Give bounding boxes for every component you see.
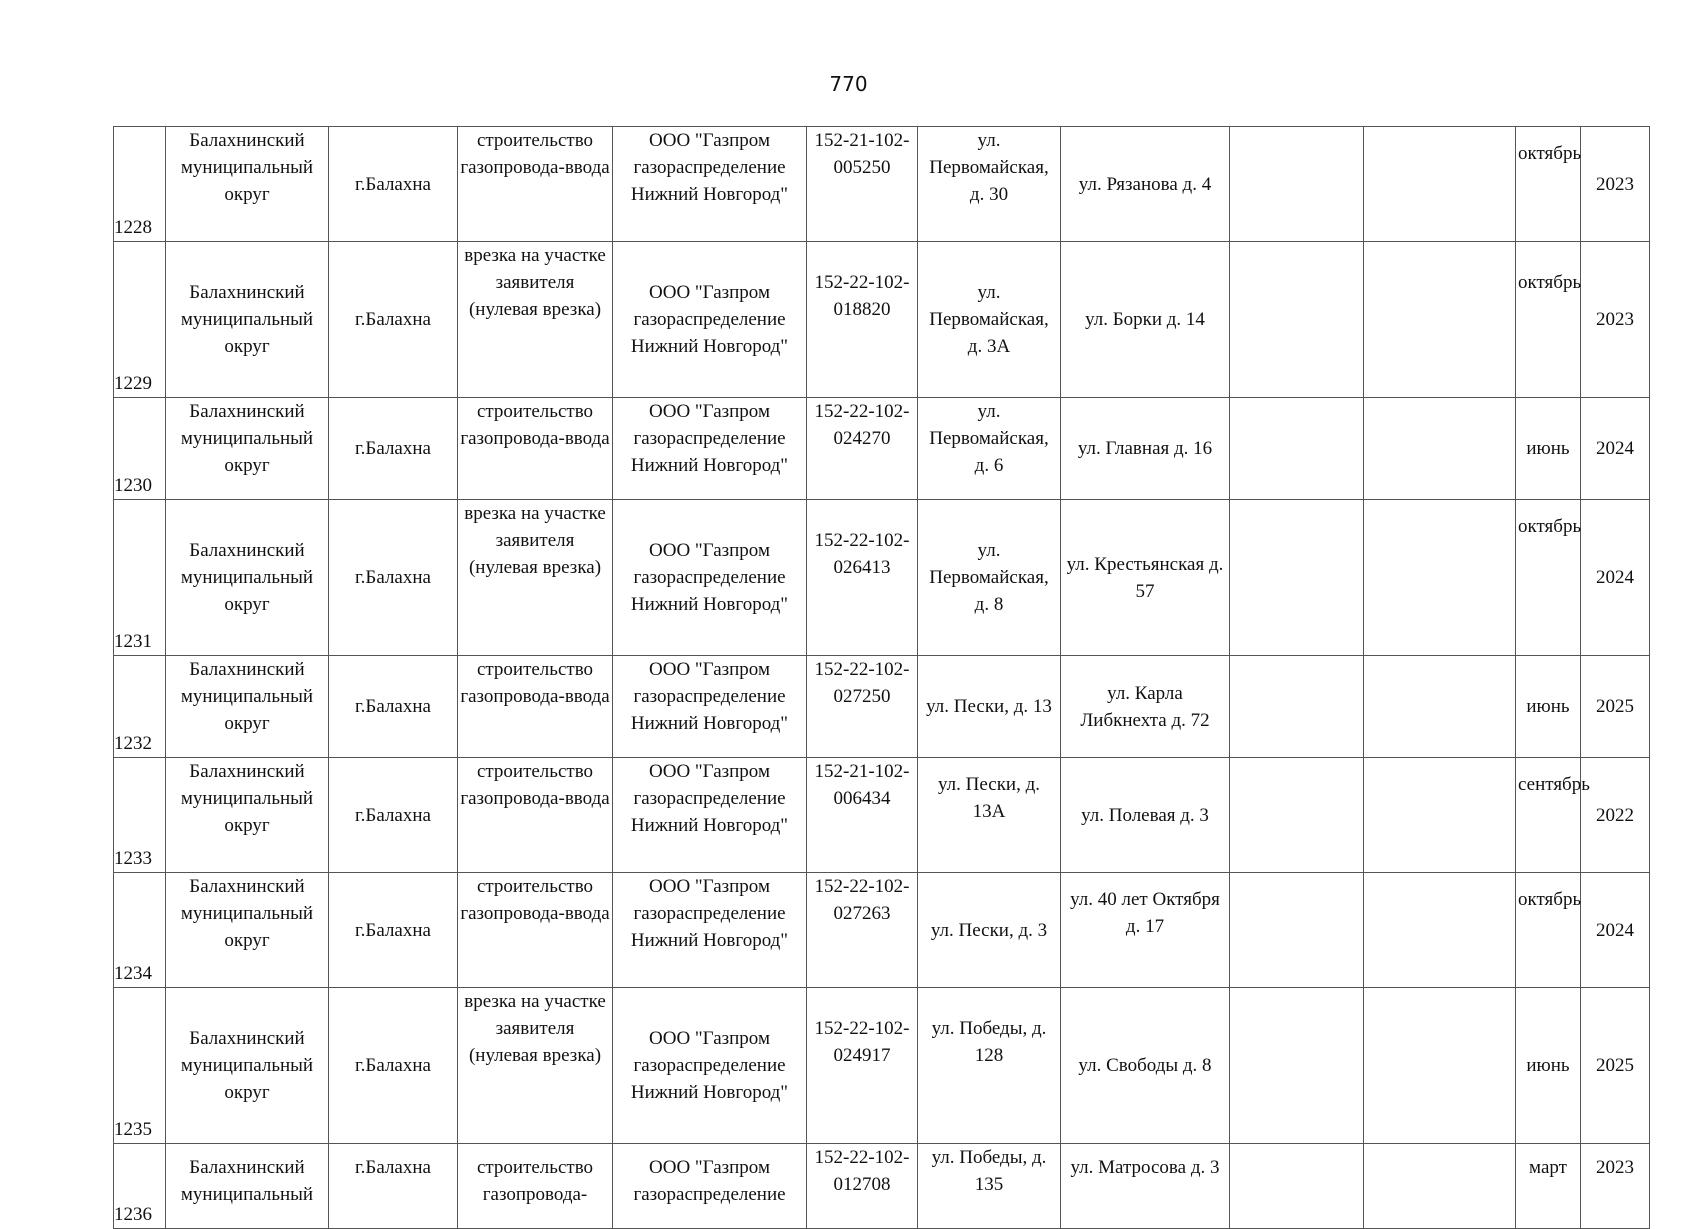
- empty-cell: [1364, 242, 1516, 398]
- row-number: 1234: [114, 873, 166, 988]
- from-address-cell: ул. Победы, д. 128: [918, 988, 1061, 1144]
- month-cell: июнь: [1516, 988, 1581, 1144]
- month-cell: март: [1516, 1144, 1581, 1229]
- from-address-cell: ул. Первомайская, д. 30: [918, 127, 1061, 242]
- year-cell: 2024: [1581, 873, 1650, 988]
- table-row: [114, 127, 1650, 242]
- table-row: [114, 500, 1650, 656]
- empty-cell: [1364, 873, 1516, 988]
- town-cell: г.Балахна: [329, 758, 458, 873]
- district-cell: Балахнинский муниципальный округ: [166, 500, 329, 656]
- to-address-cell: ул. Карла Либкнехта д. 72: [1061, 656, 1230, 758]
- month-cell: июнь: [1516, 656, 1581, 758]
- from-address-cell: ул. Первомайская, д. 8: [918, 500, 1061, 656]
- row-number: 1230: [114, 398, 166, 500]
- work-type-cell: врезка на участке заявителя (нулевая врезка): [458, 500, 613, 656]
- code-cell: 152-21-102-006434: [807, 758, 918, 873]
- empty-cell: [1230, 127, 1364, 242]
- table-row: [114, 988, 1650, 1144]
- code-cell: 152-22-102-024270: [807, 398, 918, 500]
- organization-cell: ООО "Газпром газораспределение: [613, 1144, 807, 1229]
- table-row: [114, 758, 1650, 873]
- from-address-cell: ул. Победы, д. 135: [918, 1144, 1061, 1229]
- row-number: 1231: [114, 500, 166, 656]
- month-cell: сентябрь: [1516, 758, 1581, 873]
- organization-cell: ООО "Газпром газораспределение Нижний Новгород": [613, 127, 807, 242]
- to-address-cell: ул. Главная д. 16: [1061, 398, 1230, 500]
- month-cell: октябрь: [1516, 873, 1581, 988]
- row-number: 1235: [114, 988, 166, 1144]
- to-address-cell: ул. 40 лет Октября д. 17: [1061, 873, 1230, 988]
- work-type-cell: строительство газопровода-ввода: [458, 398, 613, 500]
- work-type-cell: врезка на участке заявителя (нулевая врезка): [458, 988, 613, 1144]
- organization-cell: ООО "Газпром газораспределение Нижний Новгород": [613, 873, 807, 988]
- to-address-cell: ул. Свободы д. 8: [1061, 988, 1230, 1144]
- empty-cell: [1230, 1144, 1364, 1229]
- organization-cell: ООО "Газпром газораспределение Нижний Новгород": [613, 758, 807, 873]
- table-row: [114, 1144, 1650, 1229]
- town-cell: г.Балахна: [329, 398, 458, 500]
- to-address-cell: ул. Борки д. 14: [1061, 242, 1230, 398]
- empty-cell: [1364, 398, 1516, 500]
- organization-cell: ООО "Газпром газораспределение Нижний Новгород": [613, 656, 807, 758]
- month-cell: октябрь: [1516, 242, 1581, 398]
- to-address-cell: ул. Рязанова д. 4: [1061, 127, 1230, 242]
- to-address-cell: ул. Крестьянская д. 57: [1061, 500, 1230, 656]
- from-address-cell: ул. Пески, д. 13: [918, 656, 1061, 758]
- to-address-cell: ул. Матросова д. 3: [1061, 1144, 1230, 1229]
- registry-table: [113, 126, 1650, 1229]
- year-cell: 2024: [1581, 398, 1650, 500]
- year-cell: 2023: [1581, 127, 1650, 242]
- town-cell: г.Балахна: [329, 127, 458, 242]
- page-number: 770: [829, 72, 868, 96]
- code-cell: 152-22-102-012708: [807, 1144, 918, 1229]
- year-cell: 2025: [1581, 656, 1650, 758]
- district-cell: Балахнинский муниципальный округ: [166, 242, 329, 398]
- organization-cell: ООО "Газпром газораспределение Нижний Новгород": [613, 398, 807, 500]
- from-address-cell: ул. Пески, д. 3: [918, 873, 1061, 988]
- month-cell: октябрь: [1516, 127, 1581, 242]
- month-cell: июнь: [1516, 398, 1581, 500]
- town-cell: г.Балахна: [329, 242, 458, 398]
- empty-cell: [1364, 988, 1516, 1144]
- row-number: 1228: [114, 127, 166, 242]
- empty-cell: [1230, 500, 1364, 656]
- empty-cell: [1364, 500, 1516, 656]
- code-cell: 152-22-102-027263: [807, 873, 918, 988]
- table-row: [114, 242, 1650, 398]
- empty-cell: [1364, 758, 1516, 873]
- code-cell: 152-22-102-024917: [807, 988, 918, 1144]
- empty-cell: [1364, 1144, 1516, 1229]
- organization-cell: ООО "Газпром газораспределение Нижний Новгород": [613, 500, 807, 656]
- from-address-cell: ул. Пески, д. 13А: [918, 758, 1061, 873]
- work-type-cell: врезка на участке заявителя (нулевая врезка): [458, 242, 613, 398]
- work-type-cell: строительство газопровода-ввода: [458, 127, 613, 242]
- town-cell: г.Балахна: [329, 873, 458, 988]
- district-cell: Балахнинский муниципальный округ: [166, 758, 329, 873]
- empty-cell: [1230, 988, 1364, 1144]
- empty-cell: [1230, 656, 1364, 758]
- empty-cell: [1230, 242, 1364, 398]
- town-cell: г.Балахна: [329, 1144, 458, 1229]
- district-cell: Балахнинский муниципальный округ: [166, 988, 329, 1144]
- work-type-cell: строительство газопровода-: [458, 1144, 613, 1229]
- row-number: 1229: [114, 242, 166, 398]
- empty-cell: [1364, 656, 1516, 758]
- organization-cell: ООО "Газпром газораспределение Нижний Новгород": [613, 242, 807, 398]
- year-cell: 2023: [1581, 1144, 1650, 1229]
- table-row: [114, 656, 1650, 758]
- code-cell: 152-22-102-026413: [807, 500, 918, 656]
- row-number: 1232: [114, 656, 166, 758]
- empty-cell: [1230, 873, 1364, 988]
- district-cell: Балахнинский муниципальный округ: [166, 398, 329, 500]
- year-cell: 2024: [1581, 500, 1650, 656]
- empty-cell: [1230, 398, 1364, 500]
- code-cell: 152-21-102-005250: [807, 127, 918, 242]
- town-cell: г.Балахна: [329, 656, 458, 758]
- district-cell: Балахнинский муниципальный округ: [166, 127, 329, 242]
- from-address-cell: ул. Первомайская, д. 3А: [918, 242, 1061, 398]
- row-number: 1233: [114, 758, 166, 873]
- month-cell: октябрь: [1516, 500, 1581, 656]
- year-cell: 2022: [1581, 758, 1650, 873]
- empty-cell: [1364, 127, 1516, 242]
- empty-cell: [1230, 758, 1364, 873]
- town-cell: г.Балахна: [329, 988, 458, 1144]
- code-cell: 152-22-102-027250: [807, 656, 918, 758]
- year-cell: 2025: [1581, 988, 1650, 1144]
- district-cell: Балахнинский муниципальный округ: [166, 873, 329, 988]
- table-row: [114, 398, 1650, 500]
- work-type-cell: строительство газопровода-ввода: [458, 873, 613, 988]
- row-number: 1236: [114, 1144, 166, 1229]
- work-type-cell: строительство газопровода-ввода: [458, 758, 613, 873]
- year-cell: 2023: [1581, 242, 1650, 398]
- from-address-cell: ул. Первомайская, д. 6: [918, 398, 1061, 500]
- to-address-cell: ул. Полевая д. 3: [1061, 758, 1230, 873]
- district-cell: Балахнинский муниципальный: [166, 1144, 329, 1229]
- organization-cell: ООО "Газпром газораспределение Нижний Новгород": [613, 988, 807, 1144]
- district-cell: Балахнинский муниципальный округ: [166, 656, 329, 758]
- work-type-cell: строительство газопровода-ввода: [458, 656, 613, 758]
- town-cell: г.Балахна: [329, 500, 458, 656]
- code-cell: 152-22-102-018820: [807, 242, 918, 398]
- table-row: [114, 873, 1650, 988]
